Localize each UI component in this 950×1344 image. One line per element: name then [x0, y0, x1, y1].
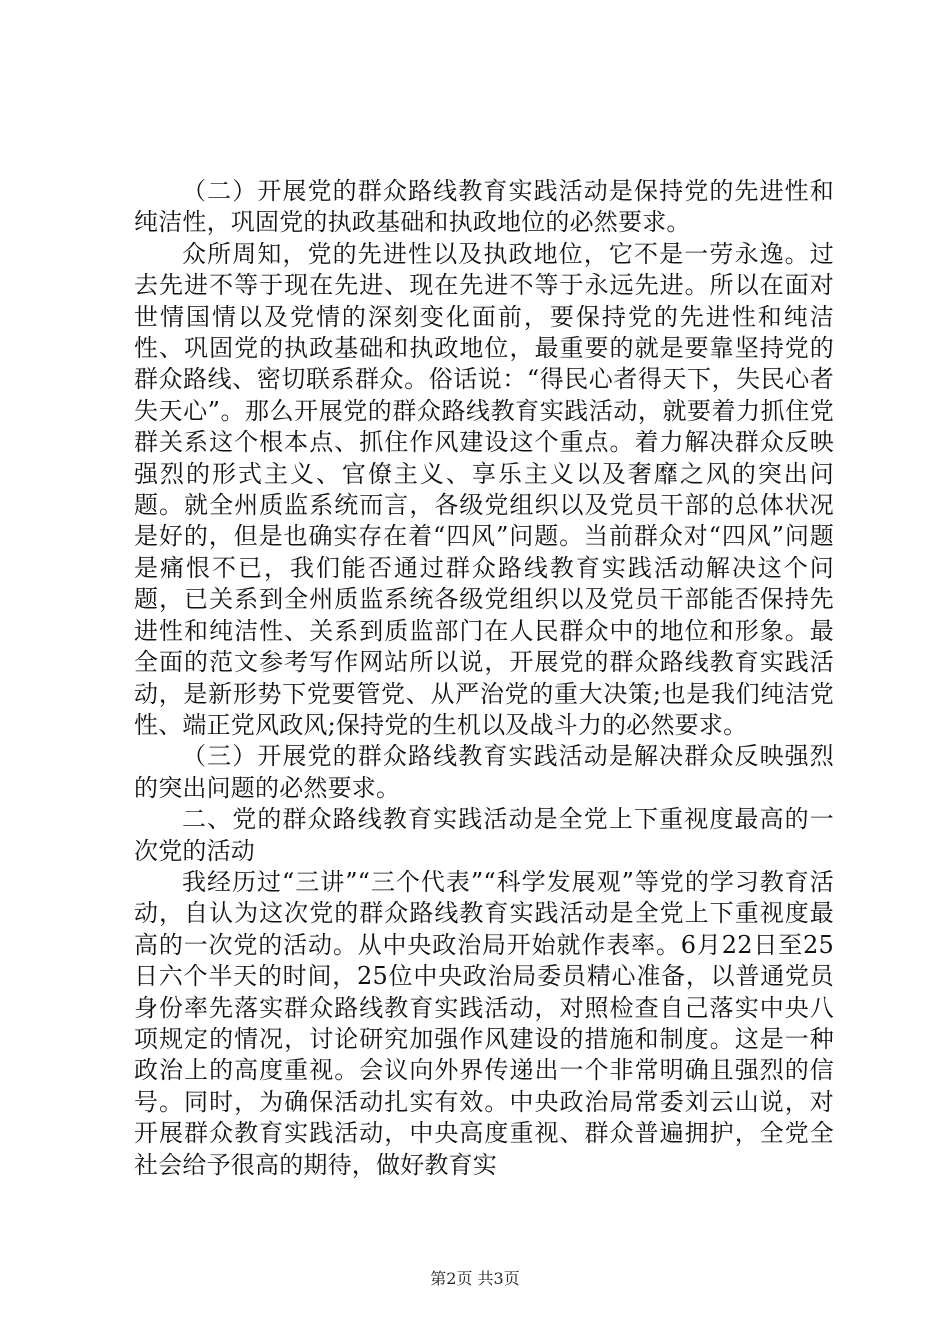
page-number-footer: 第2页 共3页	[430, 1269, 520, 1288]
document-body	[134, 176, 834, 1181]
paragraph-section-two-heading: （二）开展党的群众路线教育实践活动是保持党的先进性和纯洁性，巩固党的执政基础和执政地位的必然要求。	[134, 177, 834, 237]
paragraph-section-three-heading: （三）开展党的群众路线教育实践活动是解决群众反映强烈的突出问题的必然要求。	[134, 742, 834, 802]
paragraph-part-two-heading: 二、党的群众路线教育实践活动是全党上下重视度最高的一次党的活动	[134, 805, 834, 865]
paragraph-advancement-purity: 众所周知，党的先进性以及执政地位，它不是一劳永逸。过去先进不等于现在先进、现在先进不等于永远先进。所以在面对世情国情以及党情的深刻变化面前，要保持党的先进性和纯洁性、巩固党的执政基础和执政地位，最重要的就是要靠坚持党的群众路线、密切联系群众。俗话说：“得民心者得天下，失民心者失天心”。那么开展党的群众路线教育实践活动，就要着力抓住党群关系这个根本点、抓住作风建设这个重点。着力解决群众反映强烈的形式主义、官僚主义、享乐主义以及奢靡之风的突出问题。就全州质监系统而言，各级党组织以及党员干部的总体状况是好的，但是也确实存在着“四风”问题。当前群众对“四风”问题是痛恨不已，我们能否通过群众路线教育实践活动解决这个问题，已关系到全州质监系统各级党组织以及党员干部能否保持先进性和纯洁性、关系到质监部门在人民群众中的地位和形象。最全面的范文参考写作网站所以说，开展党的群众路线教育实践活动，是新形势下党要管党、从严治党的重大决策;也是我们纯洁党性、端正党风政风;保持党的生机以及战斗力的必然要求。	[134, 239, 834, 739]
paragraph-personal-experience: 我经历过“三讲”“三个代表”“科学发展观”等党的学习教育活动，自认为这次党的群众路线教育实践活动是全党上下重视度最高的一次党的活动。从中央政治局开始就作表率。6月22日至25日六个半天的时间，25位中央政治局委员精心准备，以普通党员身份率先落实群众路线教育实践活动，对照检查自己落实中央八项规定的情况，讨论研究加强作风建设的措施和制度。这是一种政治上的高度重视。会议向外界传递出一个非常明确且强烈的信号。同时，为确保活动扎实有效。中央政治局常委刘云山说，对开展群众教育实践活动，中央高度重视、群众普遍拥护，全党全社会给予很高的期待，做好教育实	[134, 867, 834, 1179]
